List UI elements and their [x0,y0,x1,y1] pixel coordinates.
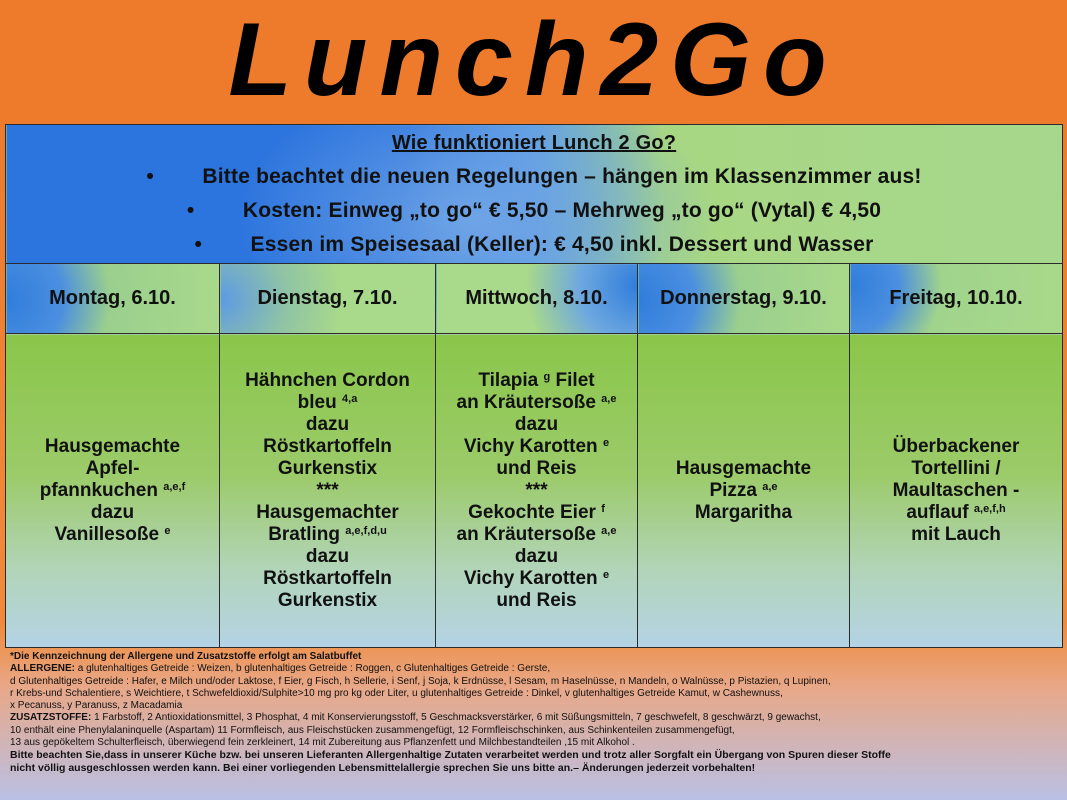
allergene-line: r Krebs-und Schalentiere, s Weichtiere, t Schwefeldioxid/Sulphite>10 mg pro kg oder Liter, u glutenhaltiges Getreide : Dinkel, v glutenhaltiges Getreide Kamut, w Cashewnuss, [10,687,783,699]
meal-friday: Überbackener Tortellini / Maultaschen - auflauf $^{a,e,f,h}$ mit Lauch [850,334,1063,648]
footer-note: *Die Kennzeichnung der Allergene und Zusatzstoffe erfolgt am Salatbuffet [10,651,362,662]
info-line: • Bitte beachtet die neuen Regelungen – hängen im Klassenzimmer aus! [6,160,1062,194]
day-header-wednesday: Mittwoch, 8.10. [436,264,638,334]
bullet-icon: • [186,199,195,222]
zusatz-line: ZUSATZSTOFFE: 1 Farbstoff, 2 Antioxidationsmittel, 3 Phosphat, 4 mit Konservierungsstoff, 5 Geschmacksverstärker, 6 mit Süßungsmitteln, 7 geschwefelt, 8 geschwärzt, 9 gewachst, [10,712,821,724]
day-header-thursday: Donnerstag, 9.10. [638,264,850,334]
info-heading: Wie funktioniert Lunch 2 Go? [391,132,677,154]
warning-line: Bitte beachten Sie,dass in unserer Küche bzw. bei unseren Lieferanten Allergenhaltige Zutaten verarbeitet werden und trotz aller Sorgfalt ein Übergang von Spuren dieser Stoffe [10,749,891,762]
bullet-icon: • [194,233,203,256]
bullet-icon: • [146,165,154,188]
allergene-line: d Glutenhaltiges Getreide : Hafer, e Milch und/oder Laktose, f Eier, g Fisch, h Sellerie, i Senf, j Soja, k Erdnüsse, l Sesam, m Haselnüsse, n Mandeln, o Walnüsse, p Pistazien, q Lupinen, [10,675,831,687]
meal-tuesday: Hähnchen Cordon bleu $^{4,a}$ dazu Röstkartoffeln Gurkenstix *** Hausgemachter Bratling $^{a,e,f,d,u}$ dazu Röstkartoffeln Gurkenstix [220,334,436,648]
info-box [6,125,1063,264]
warning-line: nicht völlig ausgeschlossen werden kann. Bei einer vorliegenden Lebensmittelallergie sprechen Sie uns bitte an.– Änderungen jederzeit vorbehalten! [10,761,756,774]
info-line: • Kosten: Einweg „to go“ € 5,50 – Mehrweg „to go“ (Vytal) € 4,50 [6,194,1062,228]
zusatz-line: 13 aus gepökeltem Schulterfleisch, überwiegend fein zerkleinert, 14 mit Zubereitung aus Pflanzenfett und Milchbestandteilen ,15 mit Alkohol . [10,737,635,749]
day-header-monday: Montag, 6.10. [6,264,220,334]
meal-wednesday: Tilapia $^g$ Filet an Kräutersoße $^{a,e}$ dazu Vichy Karotten $^e$ und Reis *** Gekochte Eier $^f$ an Kräutersoße $^{a,e}$ dazu Vichy Karotten $^e$ und Reis [436,334,638,648]
info-line: • Essen im Speisesaal (Keller): € 4,50 inkl. Dessert und Wasser [6,228,1062,262]
page-title: Lunch2Go [228,2,839,118]
zusatz-line: 10 enthält eine Phenylalaninquelle (Aspartam) 11 Formfleisch, aus Fleischstücken zusammengefügt, 12 Formfleischschinken, aus Schinkenteilen zusammengefügt, [10,724,735,736]
menu-table [5,124,1063,648]
meal-thursday: Hausgemachte Pizza $^{a,e}$ Margaritha [638,334,850,648]
meal-monday: Hausgemachte Apfel- pfannkuchen $^{a,e,f}$ dazu Vanillesoße $^e$ [6,334,220,648]
day-header-friday: Freitag, 10.10. [850,264,1063,334]
allergen-footer [10,651,1060,774]
allergene-line: ALLERGENE: a glutenhaltiges Getreide : Weizen, b glutenhaltiges Getreide : Roggen, c Glutenhaltiges Getreide : Gerste, [10,663,551,675]
allergene-line: x Pecanuss, y Paranuss, z Macadamia [10,700,183,712]
day-header-tuesday: Dienstag, 7.10. [220,264,436,334]
